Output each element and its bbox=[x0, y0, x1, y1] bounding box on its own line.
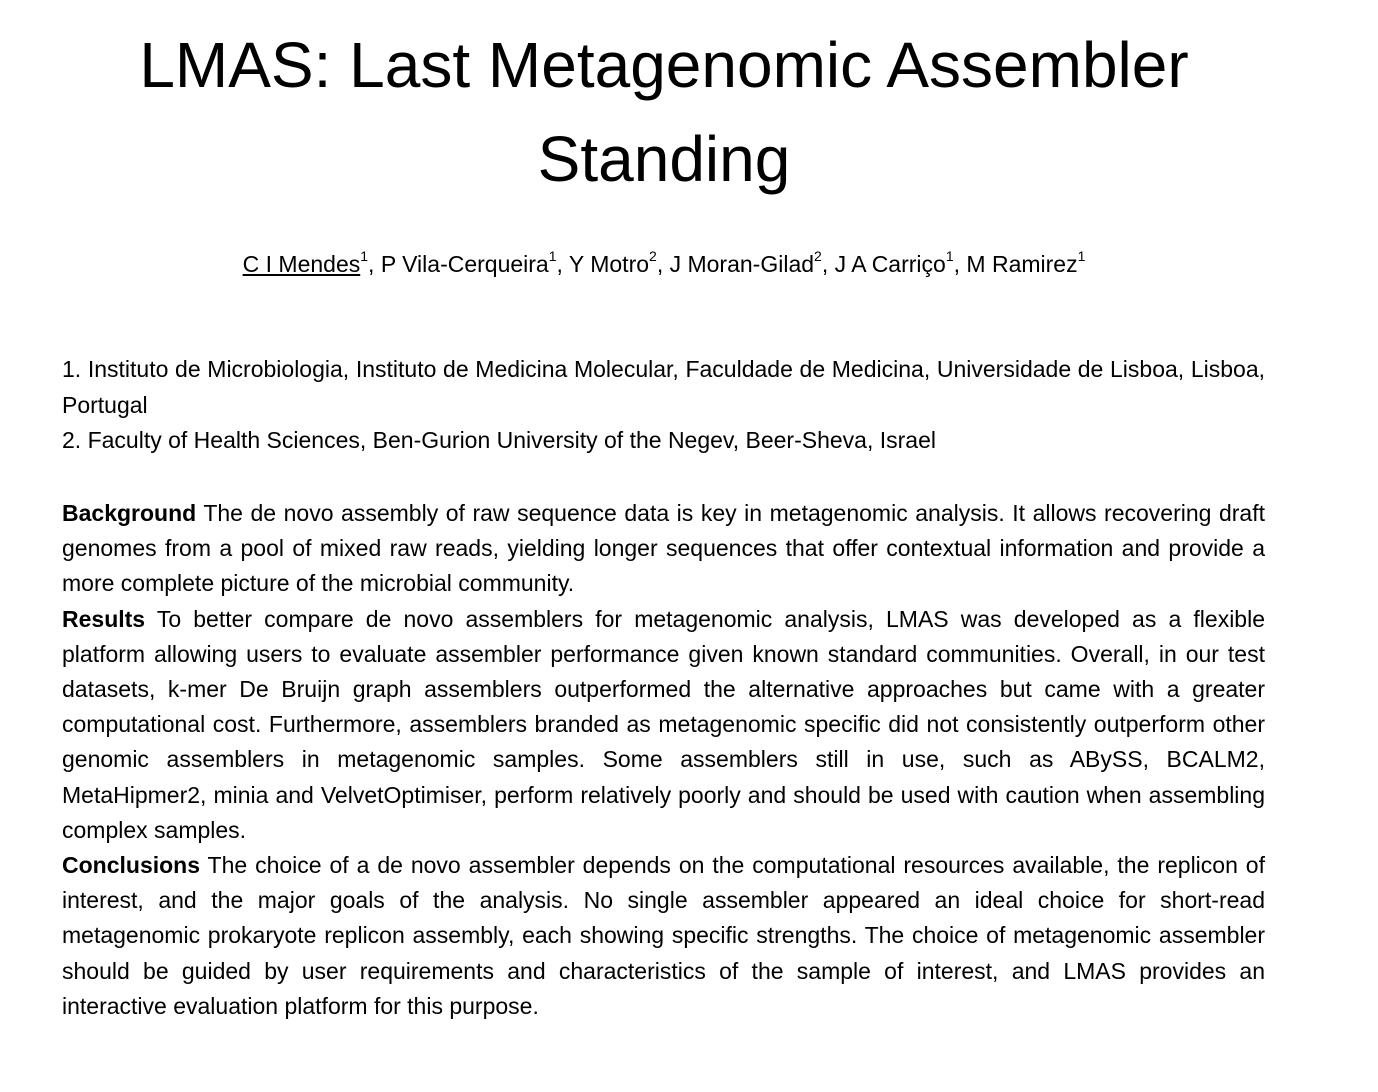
author-affiliation-marker: 1 bbox=[548, 248, 557, 265]
author-name: M Ramirez bbox=[966, 251, 1078, 277]
author-name: C I Mendes bbox=[242, 251, 361, 277]
author-affiliation-marker: 1 bbox=[945, 248, 954, 265]
section-text-results: To better compare de novo assemblers for metagenomic analysis, LMAS was developed as a flexible platform allowing users to evaluate assembler performance given known standard communities. Overall, in our test datasets, k-mer De Bruijn graph assemblers outperformed the alternative approaches but came with a greater computational cost. Furthermore, assemblers branded as metagenomic specific did not consistently outperform other genomic assemblers in metagenomic samples. Some assemblers still in use, such as ABySS, BCALM2, MetaHipmer2, minia and VelvetOptimiser, perform relatively poorly and should be used with caution when assembling complex samples. bbox=[62, 605, 1265, 843]
section-text-conclusions: The choice of a de novo assembler depends on the computational resources available, the replicon of interest, and the major goals of the analysis. No single assembler appeared an ideal choice for short-read metagenomic prokaryote replicon assembly, each showing specific strengths. The choice of metagenomic assembler should be guided by user requirements and characteristics of the sample of interest, and LMAS provides an interactive evaluation platform for this purpose. bbox=[62, 852, 1265, 1019]
section-heading-conclusions: Conclusions bbox=[62, 852, 201, 879]
author-name: Y Motro bbox=[568, 251, 650, 277]
author-separator: , bbox=[556, 251, 569, 277]
abstract-results bbox=[62, 602, 1265, 848]
paper-title-line-1: LMAS: Last Metagenomic Assembler bbox=[139, 29, 1189, 101]
affiliation-item: 1. Instituto de Microbiologia, Instituto de Medicina Molecular, Faculdade de Medicina, Universidade de Lisboa, Lisboa, Portugal bbox=[62, 356, 1265, 418]
abstract bbox=[62, 496, 1265, 1024]
paper-title bbox=[40, 18, 1288, 206]
author-separator: , bbox=[953, 251, 967, 277]
section-heading-background: Background bbox=[62, 500, 197, 526]
author-list bbox=[40, 248, 1288, 280]
affiliation-item: 2. Faculty of Health Sciences, Ben-Gurion University of the Negev, Beer-Sheva, Israel bbox=[62, 427, 936, 453]
abstract-background bbox=[62, 496, 1265, 602]
author-name: J Moran-Gilad bbox=[669, 251, 815, 277]
paper-title-line-2: Standing bbox=[537, 123, 791, 195]
author-affiliation-marker: 2 bbox=[814, 248, 822, 265]
author-name: P Vila-Cerqueira bbox=[380, 251, 549, 277]
abstract-conclusions bbox=[62, 848, 1265, 1024]
author-affiliation-marker: 1 bbox=[360, 248, 369, 265]
author-affiliation-marker: 1 bbox=[1077, 248, 1086, 265]
author-separator: , bbox=[368, 251, 381, 277]
author-separator: , bbox=[821, 251, 835, 277]
section-heading-results: Results bbox=[62, 605, 146, 632]
author-affiliation-marker: 2 bbox=[649, 248, 657, 265]
author-name: J A Carriço bbox=[834, 251, 946, 277]
affiliation-list bbox=[62, 352, 1265, 459]
section-text-background: The de novo assembly of raw sequence data is key in metagenomic analysis. It allows recovering draft genomes from a pool of mixed raw reads, yielding longer sequences that offer contextual information and provide a more complete picture of the microbial community. bbox=[62, 500, 1266, 597]
author-separator: , bbox=[656, 251, 670, 277]
